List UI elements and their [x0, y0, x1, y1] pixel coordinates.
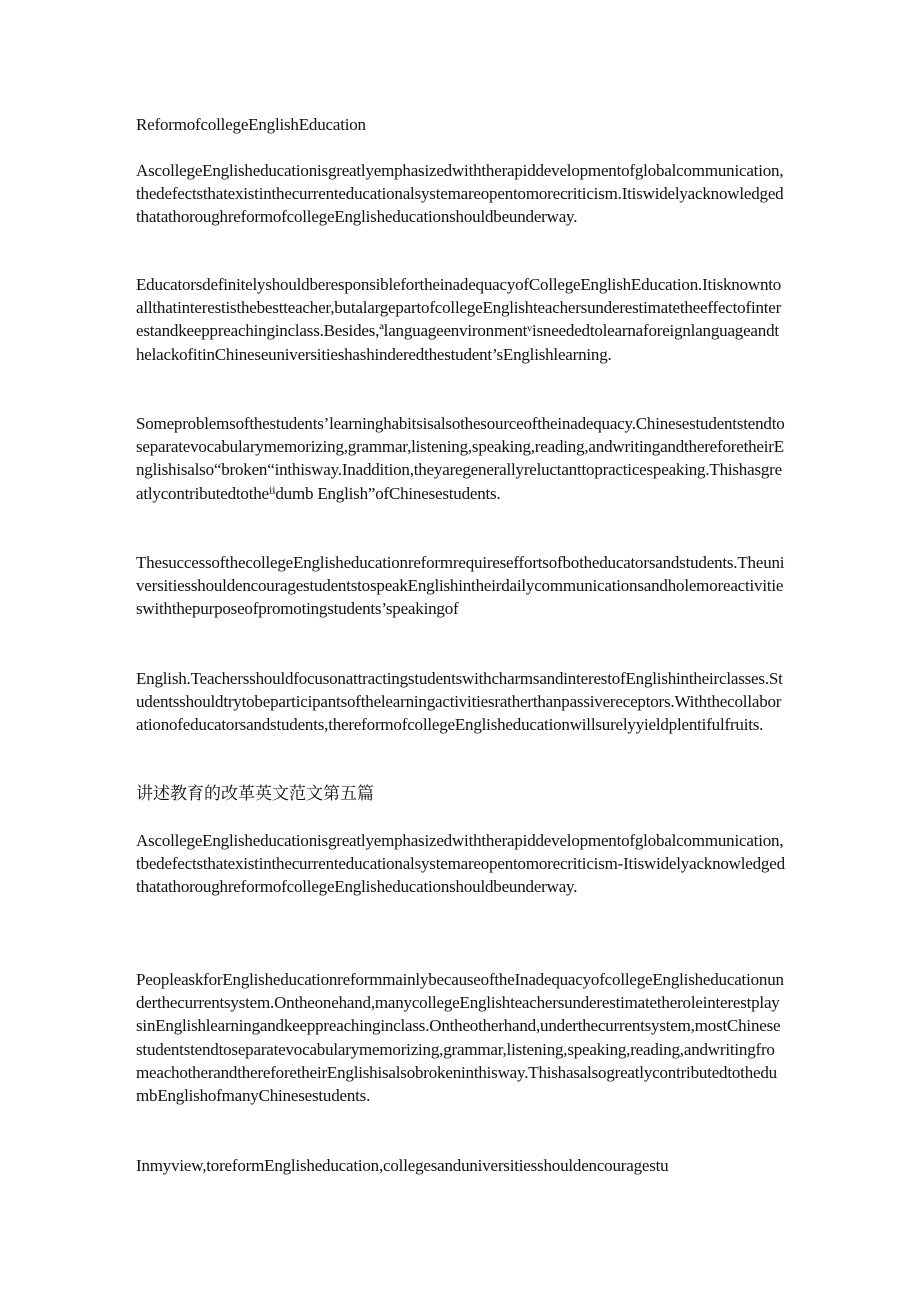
paragraph-5: English.TeachersshouldfocusonattractingstudentswithcharmsandinterestofEnglishintheirclasses.Studentsshouldtrytobeparticipantsofthelearningactivitiesratherthanpassivereceptors.Withthecollaborationofeducatorsandstudents,thereformofcollegeEnglisheducationwillsurelyyieldplentifulfruits.	[136, 669, 783, 735]
document-title: ReformofcollegeEnglishEducation	[136, 115, 366, 134]
paragraph-4: ThesuccessofthecollegeEnglisheducationreformrequireseffortsofbotheducatorsandstudents.TheuniversitiesshouldencouragestudentstospeakEnglishintheirdailycommunicationsandholemoreactivitieswiththepurposeofpromotingstudents’speakingof	[136, 553, 785, 619]
paragraph-2: EducatorsdefinitelyshouldberesponsiblefortheinadequacyofCollegeEnglishEducation.Itisknowntoallthatinterestisthebestteacher,butalargepartofcollegeEnglishteachersunderestimatetheeffectofinterestandkeeppreachinginclass.Besides,ªlanguageenvironmentᵛisneededtolearnaforeignlanguageandthelackofitinChineseuniversitieshashinderedthestudent’sEnglishlearning.	[136, 275, 782, 364]
section-heading: 讲述教育的改革英文范文第五篇	[136, 784, 374, 804]
paragraph-1: AscollegeEnglisheducationisgreatlyemphasizedwiththerapiddevelopmentofglobalcommunication,thedefectsthatexistinthecurrenteducationalsystemareopentomorecriticism.ItiswidelyacknowledgedthatathoroughreformofcollegeEnglisheducationshouldbeunderway.	[136, 161, 784, 227]
paragraph-3: Someproblemsofthestudents’learninghabitsisalsothesourceoftheinadequacy.Chinesestudentstendtoseparatevocabularymemorizing,grammar,listening,speaking,reading,andwritingandthereforetheirEnglishisalso“broken“inthisway.Inaddition,theyaregenerallyreluctanttopracticespeaking.Thishasgreatlycontributedtotheⁱⁱdumb English”ofChinesestudents.	[136, 414, 785, 503]
section-paragraph-3: Inmyview,toreformEnglisheducation,collegesanduniversitiesshouldencouragestu	[136, 1156, 669, 1175]
section-paragraph-2: PeopleaskforEnglisheducationreformmainlybecauseoftheInadequacyofcollegeEnglisheducationunderthecurrentsystem.Ontheonehand,manycollegeEnglishteachersunderestimatetheroleinterestplaysinEnglishlearningandkeeppreachinginclass.Ontheotherhand,underthecurrentsystem,mostChinesestudentstendtoseparatevocabularymemorizing,grammar,listening,speaking,reading,andwritingfromeachotherandthereforetheirEnglishisalsobrokeninthisway.ThishasalsogreatlycontributedtothedumbEnglishofmanyChinesestudents.	[136, 970, 784, 1106]
section-paragraph-1: AscollegeEnglisheducationisgreatlyemphasizedwiththerapiddevelopmentofglobalcommunication,tbedefectsthatexistinthecurrenteducationalsystemareopentomorecriticism-ItiswidelyacknowledgedthatathoroughreformofcollegeEnglisheducationshouldbeunderway.	[136, 831, 785, 897]
